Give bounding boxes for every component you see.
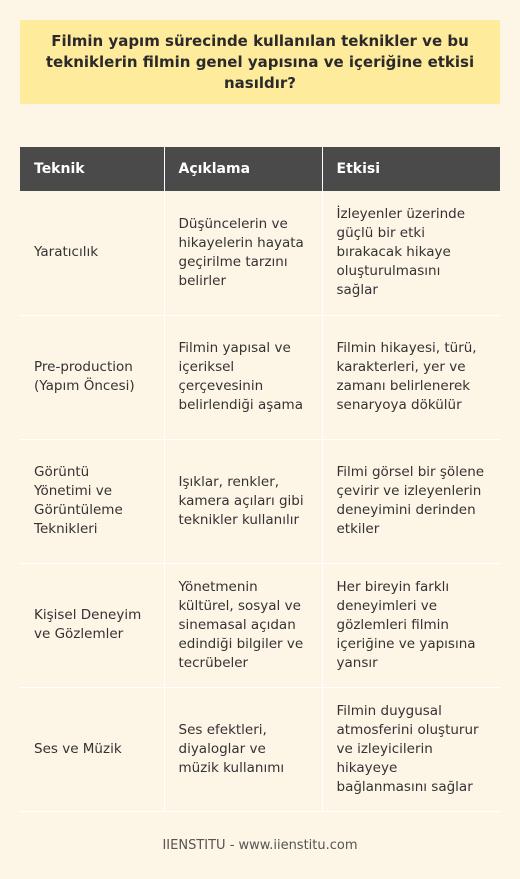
techniques-table: [20, 147, 500, 812]
cell-effect: Her bireyin farklı deneyimleri ve gözlemleri filmin içeriğine ve yapısına yansır: [322, 563, 500, 687]
table-header-row: [20, 147, 500, 191]
table-row: [20, 563, 500, 687]
header-aciklama: Açıklama: [164, 147, 322, 191]
cell-description: Filmin yapısal ve içeriksel çerçevesinin belirlendiği aşama: [164, 315, 322, 439]
footer-credit: IIENSTITU - www.iienstitu.com: [162, 838, 358, 853]
cell-description: Düşüncelerin ve hikayelerin hayata geçirilme tarzını belirler: [164, 191, 322, 315]
cell-technique: Ses ve Müzik: [20, 687, 164, 811]
cell-technique: Yaratıcılık: [20, 191, 164, 315]
table-row: [20, 687, 500, 811]
cell-technique: Kişisel Deneyim ve Gözlemler: [20, 563, 164, 687]
cell-description: Yönetmenin kültürel, sosyal ve sinemasal açıdan edindiği bilgiler ve tecrübeler: [164, 563, 322, 687]
table-row: [20, 315, 500, 439]
header-teknik: Teknik: [20, 147, 164, 191]
cell-effect: Filmi görsel bir şölene çevirir ve izleyenlerin deneyimini derinden etkiler: [322, 439, 500, 563]
cell-effect: Filmin duygusal atmosferini oluşturur ve izleyicilerin hikayeye bağlanmasını sağlar: [322, 687, 500, 811]
cell-effect: Filmin hikayesi, türü, karakterleri, yer ve zamanı belirlenerek senaryoya dökülür: [322, 315, 500, 439]
cell-technique: Pre-production (Yapım Öncesi): [20, 315, 164, 439]
cell-effect: İzleyenler üzerinde güçlü bir etki bırakacak hikaye oluşturulmasını sağlar: [322, 191, 500, 315]
title-banner: [20, 20, 500, 104]
table-row: [20, 439, 500, 563]
header-etkisi: Etkisi: [322, 147, 500, 191]
page-title: Filmin yapım sürecinde kullanılan teknikler ve bu tekniklerin filmin genel yapısına ve içeriğine etkisi nasıldır?: [45, 31, 475, 92]
table-row: [20, 191, 500, 315]
cell-technique: Görüntü Yönetimi ve Görüntüleme Teknikleri: [20, 439, 164, 563]
cell-description: Ses efektleri, diyaloglar ve müzik kullanımı: [164, 687, 322, 811]
cell-description: Işıklar, renkler, kamera açıları gibi teknikler kullanılır: [164, 439, 322, 563]
